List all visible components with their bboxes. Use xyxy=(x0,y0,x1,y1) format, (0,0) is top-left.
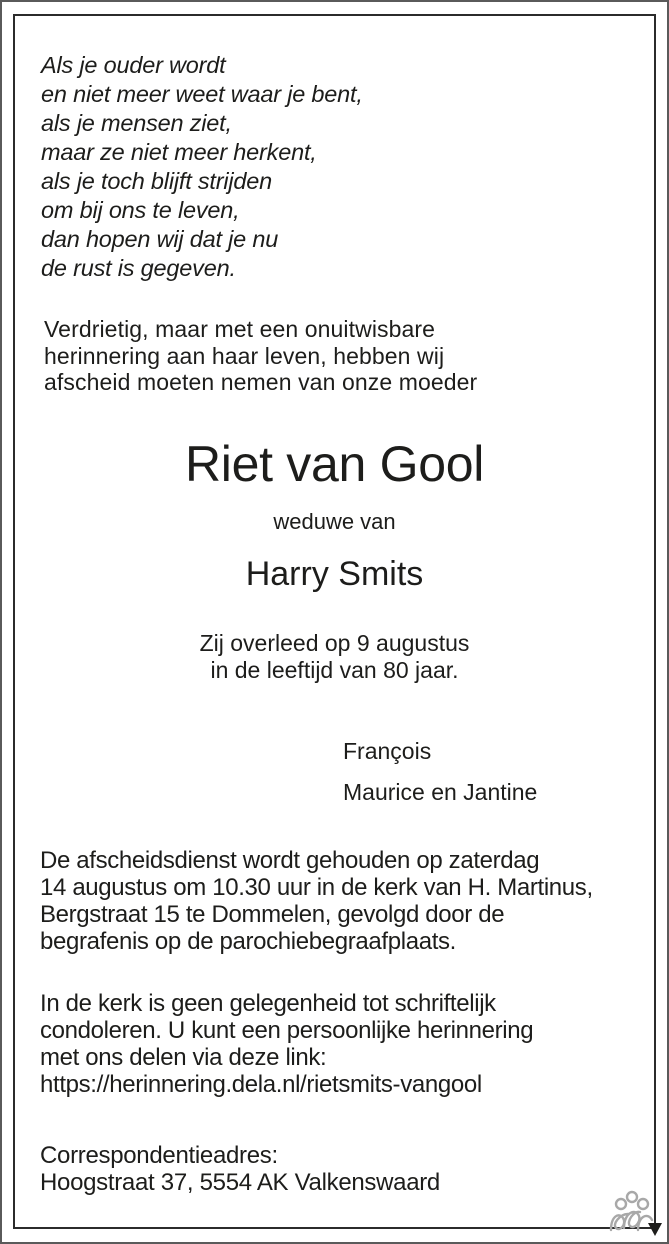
deceased-name: Riet van Gool xyxy=(184,436,485,492)
service-info xyxy=(40,847,593,955)
condolence-line: In de kerk is geen gelegenheid tot schriftelijk xyxy=(40,990,496,1017)
death-info-line: Zij overleed op 9 augustus xyxy=(199,630,470,656)
poem-line: maar ze niet meer herkent, xyxy=(41,139,317,165)
poem-line: Als je ouder wordt xyxy=(41,52,226,78)
intro-text xyxy=(44,316,477,396)
death-info-line: in de leeftijd van 80 jaar. xyxy=(210,657,459,683)
intro-line: herinnering aan haar leven, hebben wij xyxy=(44,342,445,369)
condolence-line: condoleren. U kunt een persoonlijke herinnering xyxy=(40,1017,534,1044)
condolence-info xyxy=(40,990,533,1098)
poem-line: de rust is gegeven. xyxy=(41,255,236,281)
relation-label: weduwe van xyxy=(273,509,396,534)
condolence-line: met ons delen via deze link: xyxy=(40,1044,327,1071)
spouse-name: Harry Smits xyxy=(245,555,424,593)
survivor-name: Maurice en Jantine xyxy=(343,779,538,805)
intro-line: Verdrietig, maar met een onuitwisbare xyxy=(44,316,436,342)
survivors xyxy=(343,731,537,813)
poem-line: en niet meer weet waar je bent, xyxy=(41,81,363,107)
people-group-icon xyxy=(606,1188,664,1240)
service-line: 14 augustus om 10.30 uur in de kerk van H. Martinus, xyxy=(40,874,593,901)
address-value: Hoogstraat 37, 5554 AK Valkenswaard xyxy=(40,1169,440,1196)
triangle-down-icon xyxy=(648,1223,662,1236)
poem-line: als je mensen ziet, xyxy=(41,110,232,136)
poem xyxy=(41,51,363,283)
poem-line: als je toch blijft strijden xyxy=(41,168,273,194)
intro-line: afscheid moeten nemen van onze moeder xyxy=(44,369,478,395)
correspondence-address xyxy=(40,1142,440,1196)
memory-link[interactable]: https://herinnering.dela.nl/rietsmits-vangool xyxy=(40,1071,482,1098)
service-line: begrafenis op de parochiebegraafplaats. xyxy=(40,928,456,955)
poem-line: om bij ons te leven, xyxy=(41,197,240,223)
death-info xyxy=(13,630,656,684)
address-label: Correspondentieadres: xyxy=(40,1142,278,1169)
poem-line: dan hopen wij dat je nu xyxy=(41,226,279,252)
service-line: Bergstraat 15 te Dommelen, gevolgd door de xyxy=(40,901,505,928)
survivor-name: François xyxy=(343,738,432,764)
service-line: De afscheidsdienst wordt gehouden op zaterdag xyxy=(40,847,540,874)
